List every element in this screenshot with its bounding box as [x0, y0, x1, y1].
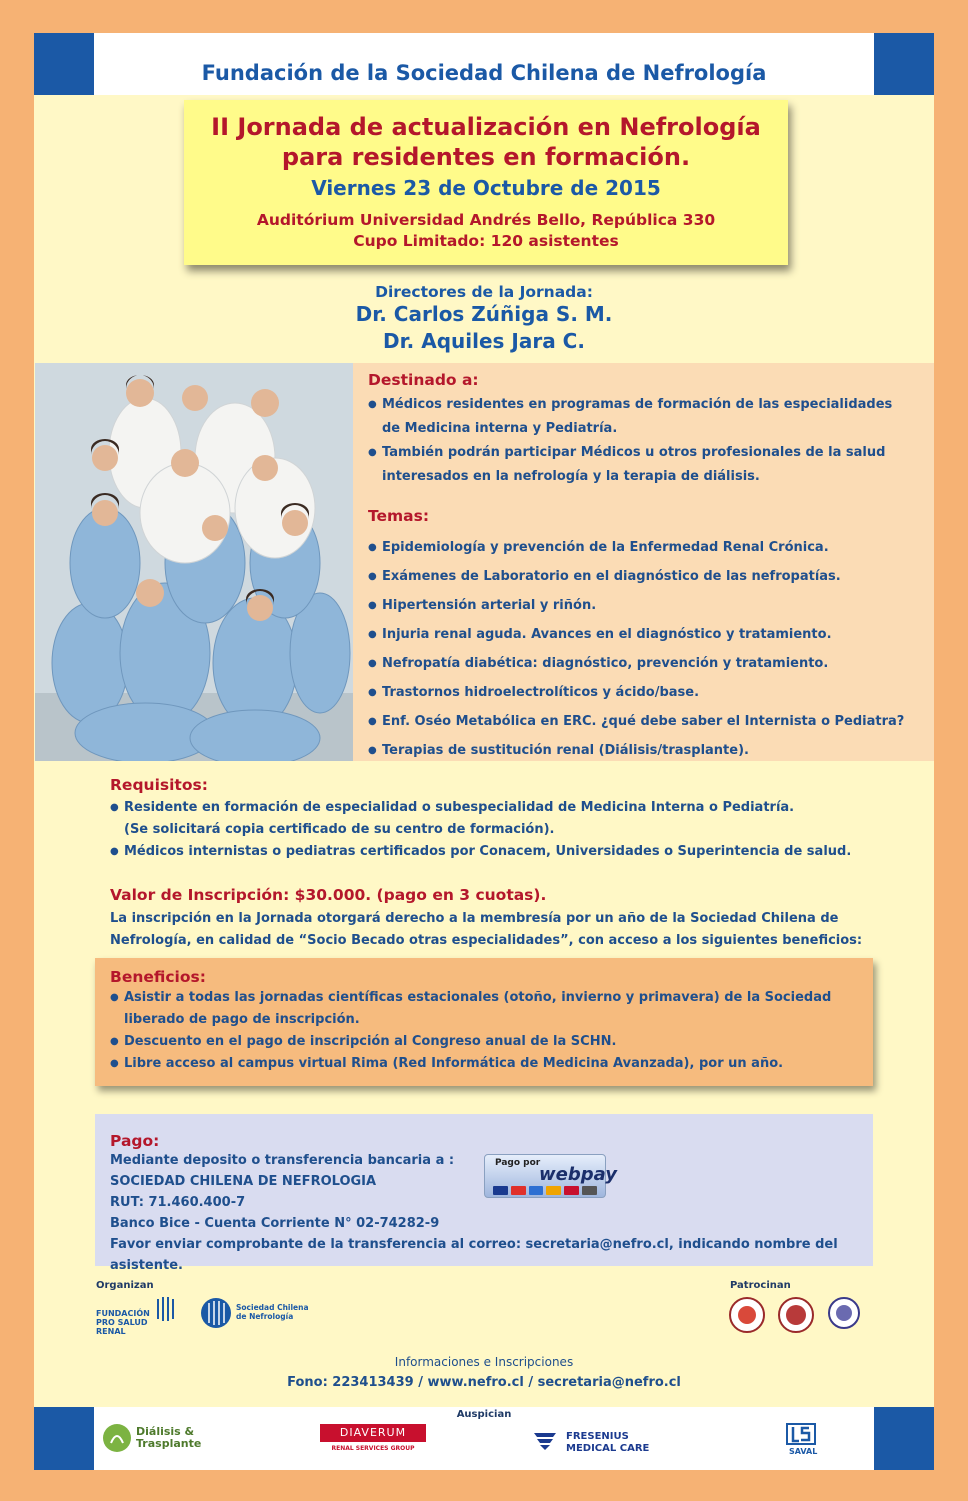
list-item: ● Hipertensión arterial y riñón.: [368, 591, 928, 620]
supporter-diaverum-name: DIAVERUM: [320, 1424, 426, 1442]
list-item: ● Residente en formación de especialidad o subespecialidad de Medicina Interna o Pediatría.: [110, 797, 910, 819]
directors-label: Directores de la Jornada:: [375, 283, 593, 301]
sociedad-logo-icon: [200, 1297, 232, 1329]
requirements-heading: Requisitos:: [110, 776, 208, 794]
list-item-text: ● También podrán participar Médicos u otros profesionales de la salud: [382, 445, 886, 460]
sponsors-label: Patrocinan: [730, 1280, 791, 1291]
list-item: ● Asistir a todas las jornadas científicas estacionales (otoño, invierno y primavera) de la Sociedad: [110, 987, 873, 1009]
info-heading: Informaciones e Inscripciones: [394, 1355, 574, 1369]
info-section: [34, 1355, 934, 1390]
list-item: ● Enf. Oséo Metabólica en ERC. ¿qué debe saber el Internista o Pediatra?: [368, 707, 928, 736]
fee-section: [110, 886, 910, 952]
list-item: ● Exámenes de Laboratorio en el diagnóstico de las nefropatías.: [368, 562, 928, 591]
payment-line: RUT: 71.460.400-7: [110, 1195, 246, 1210]
supporter-saval: [786, 1423, 826, 1459]
fee-text: La inscripción en la Jornada otorgará derecho a la membresía por un año de la Sociedad Chilena de: [110, 911, 839, 926]
medical-team-photo: [35, 363, 353, 761]
payment-box: [95, 1114, 873, 1273]
webpay-logo[interactable]: [484, 1154, 617, 1198]
list-item: ● Nefropatía diabética: diagnóstico, prevención y tratamiento.: [368, 649, 928, 678]
payment-line: Favor enviar comprobante de la transferencia al correo: secretaria@nefro.cl, indicando nombre del asistente.: [110, 1237, 838, 1273]
payment-heading: Pago:: [110, 1132, 160, 1150]
list-item: ● Injuria renal aguda. Avances en el diagnóstico y tratamiento.: [368, 620, 928, 649]
fee-heading: Valor de Inscripción: $30.000. (pago en 3 cuotas).: [110, 886, 547, 904]
saval-logo-icon: [786, 1423, 816, 1445]
event-box: [184, 100, 788, 265]
list-item: [368, 441, 918, 489]
event-date: Viernes 23 de Octubre de 2015: [311, 176, 661, 200]
audience-heading: Destinado a:: [368, 371, 479, 389]
list-item: ● Trastornos hidroelectrolíticos y ácido/base.: [368, 678, 928, 707]
org-sociedad-name: Sociedad Chilena de Nefrología: [236, 1303, 309, 1321]
medical-team-illustration: [35, 363, 353, 761]
fee-text: Nefrología, en calidad de “Socio Becado otras especialidades”, con acceso a los siguientes beneficios:: [110, 933, 863, 948]
benefits-box: [95, 958, 873, 1086]
event-capacity: Cupo Limitado: 120 asistentes: [353, 232, 619, 250]
organizers-label: Organizan: [96, 1280, 154, 1291]
requirements-section: [110, 776, 910, 863]
benefits-heading: Beneficios:: [110, 968, 206, 986]
flyer-sheet: [34, 33, 934, 1470]
webpay-prefix: Pago por: [495, 1158, 541, 1168]
supporter-fresenius: [532, 1429, 662, 1459]
list-item-continuation: liberado de pago de inscripción.: [124, 1012, 360, 1027]
card-brands-icon: [493, 1186, 597, 1195]
contact-line[interactable]: Fono: 223413439 / www.nefro.cl / secretaria@nefro.cl: [287, 1375, 681, 1390]
requirements-note: (Se solicitará copia certificado de su centro de formación).: [124, 822, 555, 837]
event-title-line2: para residentes en formación.: [281, 143, 691, 171]
list-item: ● Libre acceso al campus virtual Rima (Red Informática de Medicina Avanzada), por un año.: [110, 1053, 873, 1075]
list-item: ● Epidemiología y prevención de la Enfermedad Renal Crónica.: [368, 533, 928, 562]
supporters-label: Auspician: [456, 1409, 512, 1420]
list-item: [368, 393, 918, 441]
sponsor-seals: [728, 1295, 888, 1335]
topics-heading: Temas:: [368, 507, 430, 525]
audience-topics-panel: [353, 363, 934, 761]
director-name: Dr. Carlos Zúñiga S. M.: [355, 302, 613, 326]
list-item: ● Médicos internistas o pediatras certificados por Conacem, Universidades o Superintencia de salud.: [110, 841, 910, 863]
event-place: Auditórium Universidad Andrés Bello, República 330: [256, 211, 716, 229]
list-item: ● Descuento en el pago de inscripción al Congreso anual de la SCHN.: [110, 1031, 873, 1053]
payment-line: Mediante deposito o transferencia bancaria a :: [110, 1153, 455, 1168]
fresenius-logo-icon: [532, 1429, 558, 1451]
org-fundacion-name: FUNDACIÓN PRO SALUD RENAL: [96, 1309, 150, 1336]
sponsor-seals-icon: [728, 1295, 888, 1335]
supporter-saval-name: SAVAL: [789, 1447, 818, 1456]
dialisis-logo-icon: [102, 1423, 132, 1453]
supporter-dialisis-name: Diálisis & Trasplante: [136, 1425, 202, 1450]
audience-list: [368, 393, 918, 489]
supporter-fresenius-name: FRESENIUS MEDICAL CARE: [566, 1431, 650, 1454]
director-name: Dr. Aquiles Jara C.: [383, 329, 585, 353]
list-item-text: ● Médicos residentes en programas de formación de las especialidades: [382, 397, 893, 412]
list-item: ● Terapias de sustitución renal (Diálisis/trasplante).: [368, 736, 928, 765]
supporter-diaverum-tagline: RENAL SERVICES GROUP: [331, 1445, 415, 1452]
payment-line: Banco Bice - Cuenta Corriente N° 02-74282-9: [110, 1216, 440, 1231]
supporter-diaverum: [320, 1424, 428, 1456]
foundation-title: Fundación de la Sociedad Chilena de Nefrología: [201, 61, 767, 85]
list-item-text: de Medicina interna y Pediatría.: [382, 421, 618, 436]
payment-line: SOCIEDAD CHILENA DE NEFROLOGIA: [110, 1174, 377, 1189]
topics-list: [368, 533, 928, 765]
list-item-text: interesados en la nefrología y la terapia de diálisis.: [382, 469, 760, 484]
directors-block: [34, 283, 934, 355]
webpay-brand: webpay: [539, 1164, 617, 1185]
org-logo-sociedad: [200, 1297, 310, 1333]
supporter-dialisis: [102, 1423, 222, 1459]
event-title-line1: II Jornada de actualización en Nefrología: [211, 113, 761, 141]
org-logo-fundacion: [96, 1297, 184, 1336]
